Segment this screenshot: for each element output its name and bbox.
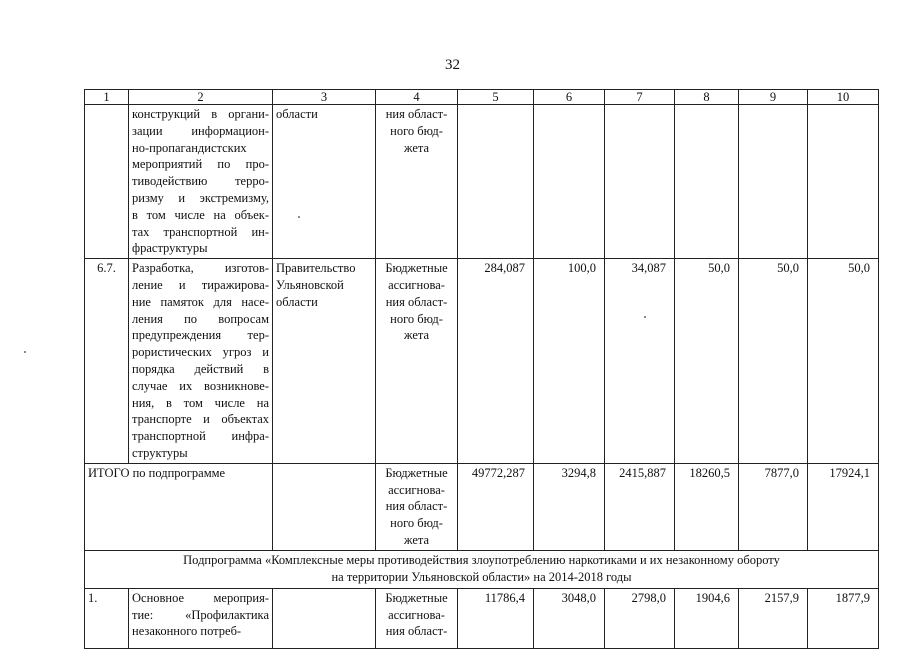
funding-source — [376, 105, 458, 259]
cell-line: ного бюд- — [390, 516, 443, 531]
total-label: ИТОГО по подпрограмме — [85, 463, 273, 550]
measure-name — [129, 588, 273, 648]
measure-name — [129, 105, 273, 259]
cell-line: Ульяновской — [276, 277, 344, 292]
cell-line: ние памяток для насе- — [132, 294, 269, 309]
cell-line: порядка действий в — [132, 361, 269, 376]
header-cell-1: 1 — [85, 90, 129, 105]
cell-line: ассигнова- — [388, 482, 445, 497]
executor — [273, 588, 376, 648]
cell-line: жета — [403, 532, 430, 547]
value-2017: 7877,0 — [739, 463, 808, 550]
cell-line: тие: «Профилактика — [132, 607, 269, 622]
cell-line: рористических угроз и — [132, 345, 269, 360]
scan-speck — [644, 316, 646, 318]
cell-line: транспортной инфра- — [132, 429, 269, 444]
value-2016: 50,0 — [675, 259, 739, 464]
table-row — [85, 588, 879, 648]
table-row — [85, 259, 879, 464]
cell-line: ния област- — [385, 294, 448, 309]
cell-line: зации информацион- — [132, 123, 269, 138]
value-total: 49772,287 — [458, 463, 534, 550]
header-cell-7: 7 — [605, 90, 675, 105]
value-2015: 34,087 — [605, 259, 675, 464]
cell-line: области — [276, 107, 318, 121]
table-row — [85, 105, 879, 259]
value-2017: 2157,9 — [739, 588, 808, 648]
value-2014 — [534, 105, 605, 259]
cell-line: ассигнова- — [388, 607, 445, 622]
cell-line: структуры — [132, 445, 188, 460]
value-2017 — [739, 105, 808, 259]
subprogram-title-line-2: на территории Ульяновской области» на 2014-2018 годы — [331, 569, 632, 584]
header-cell-6: 6 — [534, 90, 605, 105]
executor — [273, 463, 376, 550]
cell-line: ного бюд- — [390, 311, 443, 326]
scan-speck — [298, 216, 300, 218]
value-2015 — [605, 105, 675, 259]
cell-line: ассигнова- — [388, 277, 445, 292]
value-2014: 3048,0 — [534, 588, 605, 648]
cell-line: незаконного потреб- — [132, 624, 242, 639]
value-2016 — [675, 105, 739, 259]
header-cell-9: 9 — [739, 90, 808, 105]
executor — [273, 105, 376, 259]
cell-line: ния област- — [385, 624, 448, 639]
cell-line: ния, в том числе на — [132, 395, 269, 410]
funding-source — [376, 259, 458, 464]
page-number: 32 — [445, 57, 460, 73]
cell-line: ния област- — [385, 107, 448, 121]
value-2015: 2798,0 — [605, 588, 675, 648]
cell-line: мероприятий по про- — [132, 157, 269, 172]
cell-line: Бюджетные — [385, 465, 448, 480]
cell-line: случае их возникнове- — [132, 378, 269, 393]
cell-line: жета — [403, 140, 430, 155]
value-2018: 50,0 — [808, 259, 879, 464]
cell-line: тах транспортной ин- — [132, 224, 269, 239]
funding-source — [376, 588, 458, 648]
scan-speck — [24, 351, 26, 353]
cell-line: предупреждения тер- — [132, 328, 269, 343]
value-total: 11786,4 — [458, 588, 534, 648]
measure-name — [129, 259, 273, 464]
cell-line: в том числе на объек- — [132, 207, 269, 222]
subprogram-title — [85, 550, 879, 588]
cell-line: но-пропагандистских — [132, 140, 247, 155]
value-total — [458, 105, 534, 259]
header-cell-10: 10 — [808, 90, 879, 105]
cell-line: фраструктуры — [132, 241, 208, 256]
cell-line: Бюджетные — [385, 590, 448, 605]
value-2017: 50,0 — [739, 259, 808, 464]
header-cell-8: 8 — [675, 90, 739, 105]
cell-line: ления по вопросам — [132, 311, 269, 326]
value-2018 — [808, 105, 879, 259]
funding-source — [376, 463, 458, 550]
cell-line: жета — [403, 328, 430, 343]
value-2018: 17924,1 — [808, 463, 879, 550]
header-cell-4: 4 — [376, 90, 458, 105]
budget-table — [84, 89, 879, 649]
value-2016: 1904,6 — [675, 588, 739, 648]
value-2016: 18260,5 — [675, 463, 739, 550]
value-2018: 1877,9 — [808, 588, 879, 648]
total-row — [85, 463, 879, 550]
subprogram-title-line-1: Подпрограмма «Комплексные меры противодействия злоупотреблению наркотиками и их незаконному обороту — [183, 552, 780, 567]
cell-line: области — [276, 294, 318, 309]
executor — [273, 259, 376, 464]
cell-line: ление и тиражирова- — [132, 277, 269, 292]
cell-line: Бюджетные — [385, 261, 448, 276]
header-cell-3: 3 — [273, 90, 376, 105]
value-2014: 3294,8 — [534, 463, 605, 550]
cell-line: конструкций в органи- — [132, 107, 269, 121]
header-row — [85, 90, 879, 105]
cell-line: ния област- — [385, 499, 448, 514]
cell-line: ного бюд- — [390, 123, 443, 138]
value-2015: 2415,887 — [605, 463, 675, 550]
cell-line: тиводействию терро- — [132, 174, 269, 189]
row-number — [85, 105, 129, 259]
cell-line: Правительство — [276, 261, 356, 276]
cell-line: Основное мероприя- — [132, 590, 269, 605]
header-cell-5: 5 — [458, 90, 534, 105]
cell-line: транспорте и объектах — [132, 412, 269, 427]
header-cell-2: 2 — [129, 90, 273, 105]
cell-line: ризму и экстремизму, — [132, 190, 269, 205]
value-total: 284,087 — [458, 259, 534, 464]
value-2014: 100,0 — [534, 259, 605, 464]
row-number: 6.7. — [85, 259, 129, 464]
subprogram-row — [85, 550, 879, 588]
cell-line: Разработка, изготов- — [132, 261, 269, 276]
row-number: 1. — [85, 588, 129, 648]
